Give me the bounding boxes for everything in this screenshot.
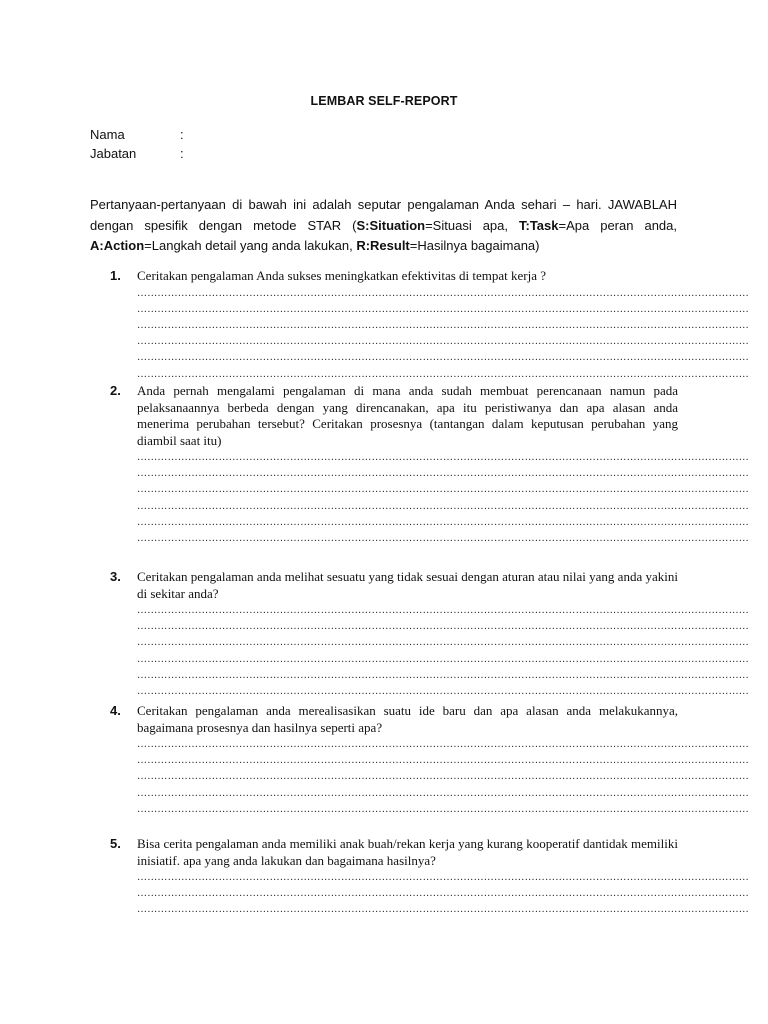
- answer-dotted-line: ………………………………………………………………………………………………………………………………………………………………: [137, 468, 749, 480]
- answer-area[interactable]: [137, 737, 749, 818]
- answer-dotted-line: ………………………………………………………………………………………………………………………………………………………………: [137, 872, 749, 883]
- answer-dotted-line: ………………………………………………………………………………………………………………………………………………………………: [137, 533, 749, 545]
- star-situation-key: S:Situation: [356, 217, 426, 233]
- question-number: 5.: [110, 836, 121, 851]
- question-text: Ceritakan pengalaman anda merealisasikan suatu ide baru dan apa alasan anda melakukannya, bagaimana prosesnya dan hasilnya seperti apa?: [137, 703, 678, 735]
- question-number: 4.: [110, 703, 121, 718]
- star-task-text: =Apa peran anda,: [558, 217, 677, 233]
- answer-dotted-line: ………………………………………………………………………………………………………………………………………………………………: [137, 605, 749, 616]
- field-value: :: [180, 127, 184, 142]
- answer-area[interactable]: [137, 870, 749, 919]
- question-text: Ceritakan pengalaman anda melihat sesuatu yang tidak sesuai dengan aturan atau nilai yang anda yakini di sekitar anda?: [137, 569, 678, 601]
- question-number: 3.: [110, 569, 121, 584]
- answer-dotted-line: ………………………………………………………………………………………………………………………………………………………………: [137, 669, 749, 681]
- answer-dotted-line: ………………………………………………………………………………………………………………………………………………………………: [137, 686, 749, 698]
- answer-dotted-line: ………………………………………………………………………………………………………………………………………………………………: [137, 653, 749, 665]
- star-action-text: =Langkah detail yang anda lakukan,: [144, 238, 357, 253]
- answer-dotted-line: ………………………………………………………………………………………………………………………………………………………………: [137, 500, 749, 512]
- answer-area[interactable]: [137, 450, 749, 547]
- question-number: 1.: [110, 268, 121, 283]
- answer-dotted-line: ………………………………………………………………………………………………………………………………………………………………: [137, 888, 749, 900]
- question-2: [110, 383, 749, 547]
- document-title: LEMBAR SELF-REPORT: [310, 94, 458, 108]
- answer-dotted-line: ………………………………………………………………………………………………………………………………………………………………: [137, 319, 749, 331]
- question-4: [110, 703, 749, 818]
- field-value: :: [180, 146, 184, 161]
- question-number: 2.: [110, 383, 121, 398]
- answer-area[interactable]: [137, 603, 749, 700]
- field-nama: [90, 127, 184, 142]
- question-1: [110, 268, 749, 383]
- instructions-paragraph: [90, 195, 677, 257]
- answer-dotted-line: ………………………………………………………………………………………………………………………………………………………………: [137, 368, 749, 380]
- answer-dotted-line: ………………………………………………………………………………………………………………………………………………………………: [137, 904, 749, 916]
- answer-dotted-line: ………………………………………………………………………………………………………………………………………………………………: [137, 621, 749, 633]
- star-result-text: =Hasilnya bagaimana): [409, 238, 540, 253]
- field-label: Nama: [90, 127, 125, 142]
- answer-dotted-line: ………………………………………………………………………………………………………………………………………………………………: [137, 787, 749, 799]
- answer-dotted-line: ………………………………………………………………………………………………………………………………………………………………: [137, 484, 749, 496]
- answer-dotted-line: ………………………………………………………………………………………………………………………………………………………………: [137, 771, 749, 783]
- answer-area[interactable]: [137, 286, 749, 383]
- answer-dotted-line: ………………………………………………………………………………………………………………………………………………………………: [137, 739, 749, 750]
- answer-dotted-line: ………………………………………………………………………………………………………………………………………………………………: [137, 287, 749, 299]
- field-jabatan: [90, 146, 184, 161]
- answer-dotted-line: ………………………………………………………………………………………………………………………………………………………………: [137, 452, 749, 463]
- answer-dotted-line: ………………………………………………………………………………………………………………………………………………………………: [137, 352, 749, 364]
- question-text: Anda pernah mengalami pengalaman di mana anda sudah membuat perencanaan namun pada pelaksanaannya berbeda dengan yang direncanakan, apa itu peristiwanya dan apa alasan anda menerima perubahan tersebut? Ceritakan prosesnya (tantangan dalam keputusan perubahan yang diambil saat itu): [137, 383, 678, 448]
- answer-dotted-line: ………………………………………………………………………………………………………………………………………………………………: [137, 637, 749, 649]
- star-task-key: T:Task: [519, 217, 559, 233]
- answer-dotted-line: ………………………………………………………………………………………………………………………………………………………………: [137, 755, 749, 767]
- answer-dotted-line: ………………………………………………………………………………………………………………………………………………………………: [137, 336, 749, 348]
- answer-dotted-line: ………………………………………………………………………………………………………………………………………………………………: [137, 516, 749, 528]
- question-3: [110, 569, 749, 700]
- star-situation-text: =Situasi apa,: [425, 217, 519, 233]
- question-text: Bisa cerita pengalaman anda memiliki anak buah/rekan kerja yang kurang kooperatif dantidak memiliki inisiatif. apa yang anda lakukan dan bagaimana hasilnya?: [137, 836, 678, 868]
- question-5: [110, 836, 749, 919]
- field-label: Jabatan: [90, 146, 137, 161]
- intro-text: Pertanyaan-pertanyaan di bawah ini adalah seputar pengalaman Anda sehari – hari. JAWABLAH dengan spesifik dengan metode STAR (: [90, 197, 677, 233]
- star-action-key: A:Action: [90, 238, 145, 253]
- answer-dotted-line: ………………………………………………………………………………………………………………………………………………………………: [137, 803, 749, 815]
- question-text: Ceritakan pengalaman Anda sukses meningkatkan efektivitas di tempat kerja ?: [137, 268, 547, 283]
- answer-dotted-line: ………………………………………………………………………………………………………………………………………………………………: [137, 303, 749, 315]
- star-result-key: R:Result: [356, 238, 410, 253]
